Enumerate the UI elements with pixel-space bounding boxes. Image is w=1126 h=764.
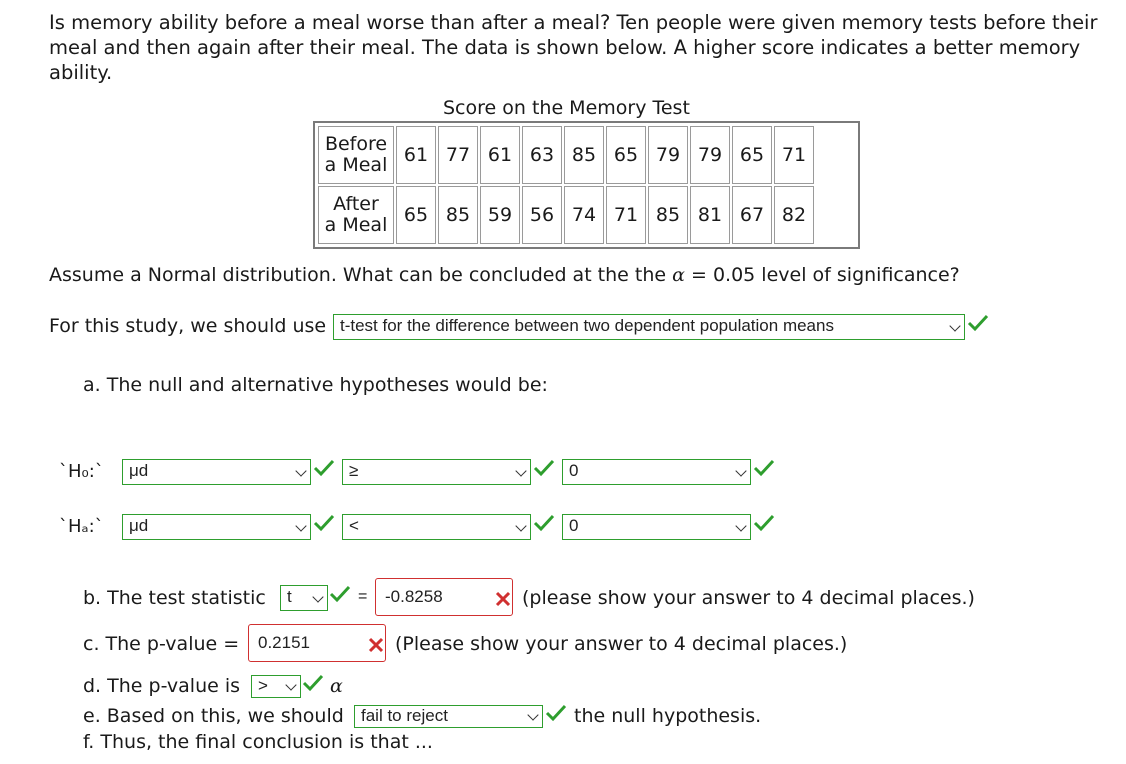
ha-value-select[interactable]: 0 [562,514,751,540]
test-statistic-input[interactable]: -0.8258 [375,578,513,616]
table-cell: 65 [396,186,436,244]
chevron-down-icon [735,465,746,476]
test-type-select[interactable]: t-test for the difference between two dependent population means [333,314,965,340]
x-mark-icon [494,590,512,608]
table-cell: 63 [522,126,562,184]
row-header-before: Before a Meal [318,126,394,184]
table-cell: 74 [564,186,604,244]
table-cell: 85 [438,186,478,244]
question-intro: Is memory ability before a meal worse than after a meal? Ten people were given memory tests before their meal and then again after their meal. The data is shown below. A higher score indicates a better memory ability. [49,11,1098,84]
table-cell: 81 [690,186,730,244]
table-cell: 71 [606,186,646,244]
alpha-symbol: α [672,264,685,286]
check-icon [753,513,775,533]
ha-operator-select[interactable]: < [342,514,531,540]
chevron-down-icon [312,591,323,602]
h0-operator-select[interactable]: ≥ [342,459,531,485]
table-cell: 65 [606,126,646,184]
h0-value-select[interactable]: 0 [562,459,751,485]
table-cell: 67 [732,186,772,244]
part-d-prompt: d. The p-value is [83,675,241,697]
h0-parameter-select[interactable]: μd [122,459,311,485]
h0-label: `H₀:` [59,461,104,482]
table-title: Score on the Memory Test [443,97,690,119]
decision-select[interactable]: fail to reject [354,705,543,728]
p-value-comparison-select[interactable]: > [251,675,301,698]
alpha-symbol: α [330,675,343,697]
table-cell: 61 [396,126,436,184]
check-icon [533,513,555,533]
part-b-prompt: b. The test statistic [83,587,266,609]
part-e-after: the null hypothesis. [574,705,762,727]
check-icon [533,458,555,478]
table-cell: 85 [564,126,604,184]
table-cell: 65 [732,126,772,184]
table-cell: 71 [774,126,814,184]
chevron-down-icon [949,320,960,331]
part-a-prompt: a. The null and alternative hypotheses would be: [83,374,548,396]
part-b-note: (please show your answer to 4 decimal places.) [522,587,975,609]
part-f-prompt: f. Thus, the final conclusion is that ... [83,731,433,753]
check-icon [967,313,989,333]
chevron-down-icon [285,679,296,690]
part-c-note: (Please show your answer to 4 decimal places.) [395,633,848,655]
test-statistic-select[interactable]: t [280,585,328,611]
equals-sign: = [358,588,368,605]
table-cell: 82 [774,186,814,244]
row-header-after: After a Meal [318,186,394,244]
chevron-down-icon [295,465,306,476]
chevron-down-icon [735,520,746,531]
score-table [313,121,860,249]
table-cell: 59 [480,186,520,244]
check-icon [753,458,775,478]
chevron-down-icon [515,520,526,531]
part-e-prompt: e. Based on this, we should [83,705,344,727]
study-prompt: For this study, we should use [49,315,327,337]
ha-label: `Hₐ:` [59,516,104,537]
table-row-before [318,126,814,184]
table-cell: 85 [648,186,688,244]
part-c-prompt: c. The p-value = [83,633,240,655]
assumption-text: Assume a Normal distribution. What can be concluded at the the α = 0.05 level of significance? [49,264,960,286]
check-icon [302,673,324,693]
table-cell: 79 [690,126,730,184]
ha-parameter-select[interactable]: μd [122,514,311,540]
table-row-after [318,186,814,244]
table-cell: 61 [480,126,520,184]
table-cell: 79 [648,126,688,184]
table-cell: 77 [438,126,478,184]
check-icon [329,584,351,604]
chevron-down-icon [295,520,306,531]
check-icon [313,458,335,478]
chevron-down-icon [515,465,526,476]
chevron-down-icon [527,709,538,720]
x-mark-icon [367,636,385,654]
table-cell: 56 [522,186,562,244]
check-icon [545,703,567,723]
check-icon [313,513,335,533]
p-value-input[interactable]: 0.2151 [248,624,386,662]
